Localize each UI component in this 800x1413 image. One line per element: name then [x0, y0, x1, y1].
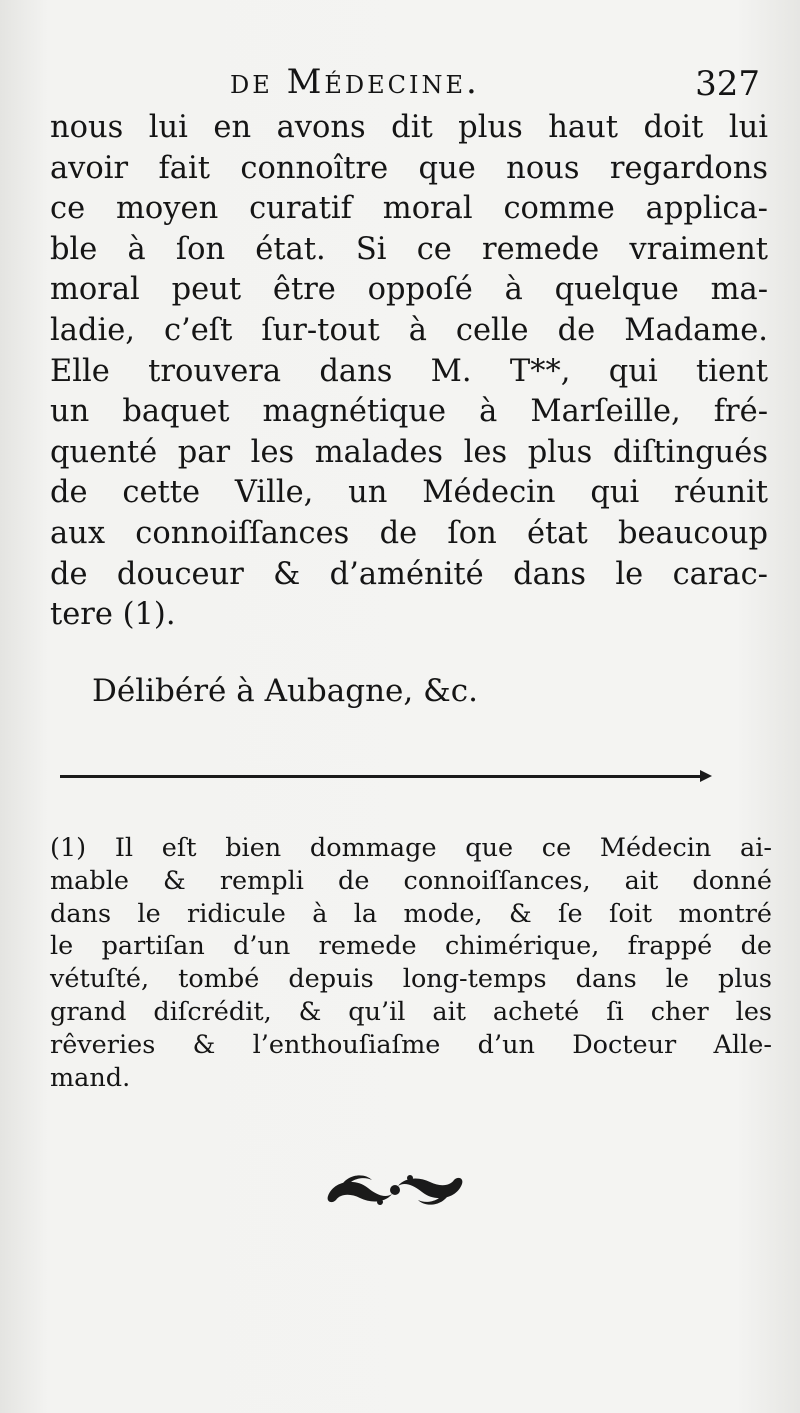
body-line: ce moyen curatif moral comme applica-	[50, 191, 768, 227]
page-header	[0, 62, 800, 112]
footnote-line: vétuſté, tombé depuis long-temps dans le plus	[50, 964, 772, 995]
body-line: de cette Ville, un Médecin qui réunit	[50, 475, 768, 511]
body-line: avoir fait connoître que nous regardons	[50, 150, 768, 186]
footnote-line: grand diſcrédit, & qu’il ait acheté ſi cher les	[50, 996, 772, 1027]
signoff-line: Délibéré à Aubagne, &c.	[92, 673, 478, 709]
footnote-line: dans le ridicule à la mode, & ſe ſoit montré	[50, 898, 772, 929]
fleuron-ornament-icon	[320, 1168, 470, 1212]
body-line: de douceur & d’aménité dans le carac-	[50, 556, 768, 592]
body-line: nous lui en avons dit plus haut doit lui	[50, 110, 768, 145]
footnote-line: (1) Il eſt bien dommage que ce Médecin ai-	[50, 833, 772, 863]
body-line: tere (1).	[50, 597, 176, 633]
divider-end-mark	[700, 770, 712, 782]
footnote-divider	[60, 775, 705, 778]
body-line: aux connoiſſances de ſon état beaucoup	[50, 515, 768, 551]
body-line: ladie, c’eſt ſur-tout à celle de Madame.	[50, 312, 768, 348]
footnote	[50, 832, 772, 1094]
body-line: Elle trouvera dans M. T**, qui tient	[50, 353, 768, 389]
body-line: moral peut être oppoſé à quelque ma-	[50, 272, 768, 308]
footnote-line: mand.	[50, 1062, 131, 1093]
footnote-line: mable & rempli de connoiſſances, ait donné	[50, 865, 772, 896]
footnote-line: rêveries & l’enthouſiaſme d’un Docteur Alle-	[50, 1029, 772, 1060]
body-line: quenté par les malades les plus diſtingués	[50, 434, 768, 470]
body-line: un baquet magnétique à Marſeille, fré-	[50, 394, 768, 430]
body-line: ble à ſon état. Si ce remede vraiment	[50, 231, 768, 267]
running-title: de Médecine.	[230, 62, 480, 102]
footnote-line: le partiſan d’un remede chimérique, frappé de	[50, 931, 772, 962]
page-number: 327	[695, 64, 760, 104]
body-paragraph	[50, 108, 768, 636]
